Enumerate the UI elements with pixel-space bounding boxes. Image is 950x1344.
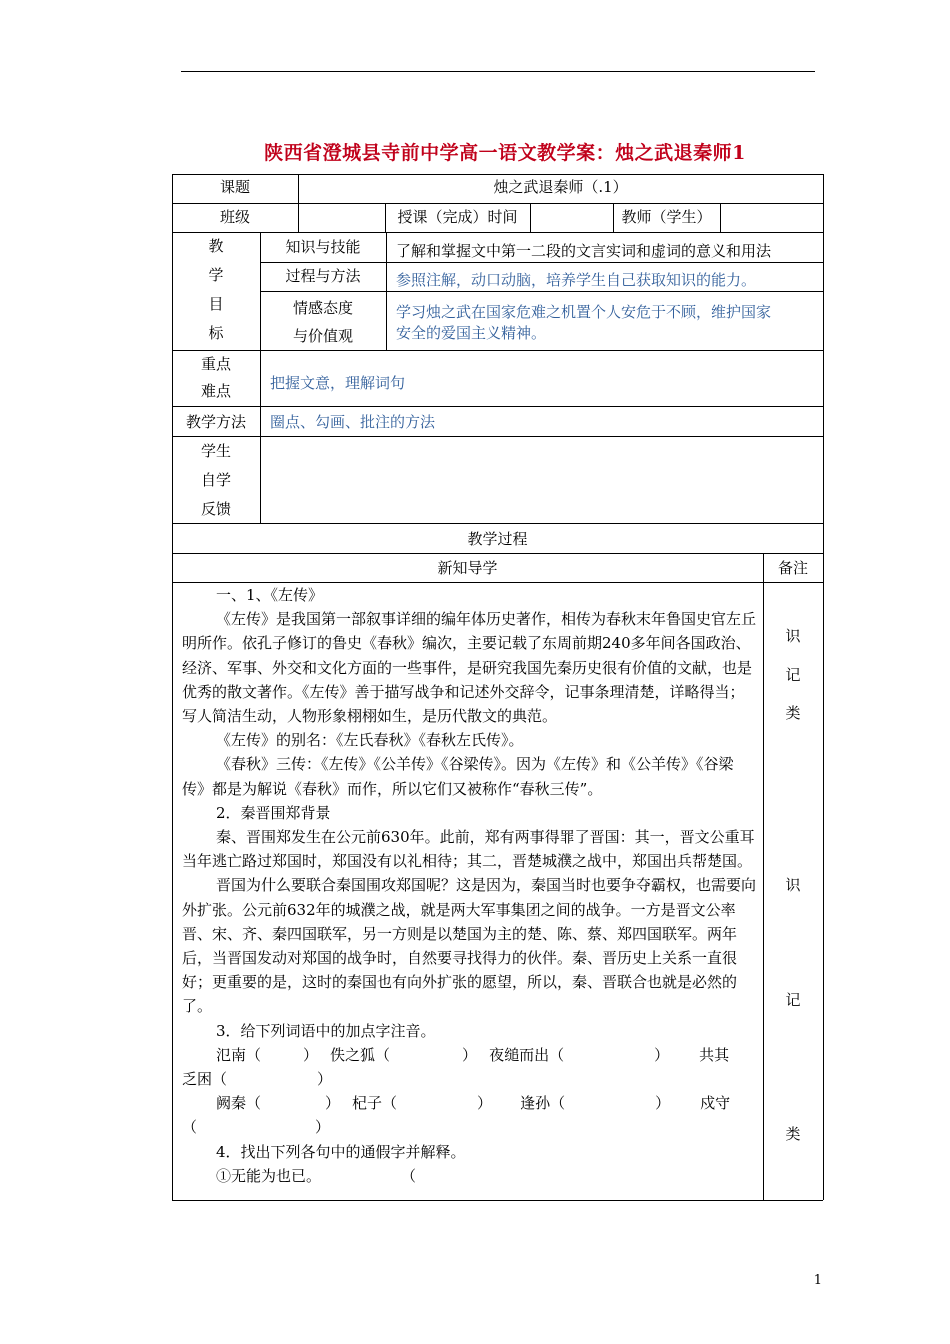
- key-points-label: 重点 难点: [200, 355, 231, 400]
- section-heading: 4．找出下列各句中的通假字并解释。: [216, 1142, 466, 1161]
- exercise-line: 氾南（ ） 佚之狐（ ） 夜缒而出（ ） 共其: [216, 1045, 730, 1064]
- page-number: 1: [813, 1273, 822, 1288]
- table-border-top: [172, 174, 823, 175]
- table-rule: [260, 262, 823, 263]
- exercise-line: ①无能为也已。 （: [216, 1166, 417, 1185]
- table-rule: [260, 291, 823, 292]
- table-rule: [172, 232, 823, 233]
- table-rule: [720, 203, 721, 232]
- section-heading: 3．给下列词语中的加点字注音。: [216, 1021, 436, 1040]
- table-rule: [172, 406, 823, 407]
- new-knowledge-label: 新知导学: [437, 559, 498, 577]
- paragraph: 《左传》是我国第一部叙事详细的编年体历史著作，相传为春秋末年鲁国史官左丘明所作。依孔子修订的鲁史《春秋》编次，主要记载了东周前期240多年间各国政治、经济、军事、外交和文化方面的一些事件，是研究我国先秦历史很有价值的文献，也是优秀的散文著作。《左传》善于描写战争和记述外交辞令，记事条理清楚，详略得当；写人简洁生动，人物形象栩栩如生，是历代散文的典范。: [182, 610, 757, 726]
- header-rule: [181, 71, 815, 72]
- exercise-line: 乏困（ ）: [182, 1070, 333, 1089]
- page-title: 陕西省澄城县寺前中学高一语文教学案：烛之武退秦师1: [264, 142, 746, 164]
- note-char: 类: [785, 1125, 801, 1143]
- method-value: 圈点、勾画、批注的方法: [270, 413, 436, 431]
- paragraph: 《左传》的别名：《左氏春秋》《春秋左氏传》。: [216, 731, 524, 750]
- note-char: 记: [785, 991, 801, 1009]
- table-border-bottom: [172, 1200, 823, 1201]
- process-heading: 教学过程: [467, 530, 528, 548]
- paragraph: 《春秋》三传：《左传》《公羊传》《谷梁传》。因为《左传》和《公羊传》《谷梁传》都是为解说《春秋》而作，所以它们又被称作“春秋三传”。: [182, 755, 734, 798]
- table-rule: [172, 523, 823, 524]
- exercise-line: 阙秦（ ） 杞子（ ） 逢孙（ ） 戍守: [216, 1094, 731, 1113]
- goals-label: 教 学 目 标: [208, 237, 224, 342]
- table-rule: [172, 436, 823, 437]
- note-char: 识: [785, 876, 801, 894]
- table-rule: [386, 232, 387, 350]
- lesson-content: [182, 583, 756, 1188]
- section-heading: 2．秦晋围郑背景: [216, 803, 331, 822]
- note-char: 识: [785, 627, 801, 645]
- table-rule: [172, 203, 823, 204]
- class-label: 班级: [219, 208, 250, 226]
- goal-attitude-value: 学习烛之武在国家危难之机置个人安危于不顾，维护国家 安全的爱国主义精神。: [396, 303, 772, 342]
- table-border-right: [823, 174, 824, 1200]
- note-char: 记: [785, 666, 801, 684]
- goal-attitude-label: 情感态度 与价值观: [292, 299, 353, 345]
- table-rule: [172, 350, 823, 351]
- notes-label: 备注: [777, 559, 808, 577]
- table-rule: [172, 553, 823, 554]
- goal-process-value: 参照注解，动口动脑，培养学生自己获取知识的能力。: [396, 271, 757, 289]
- goal-process-label: 过程与方法: [285, 267, 361, 285]
- section-heading: 一、1、《左传》: [216, 586, 324, 604]
- paragraph: 晋国为什么要联合秦国围攻郑国呢？这是因为，秦国当时也要争夺霸权，也需要向外扩张。公元前632年的城濮之战，就是两大军事集团之间的战争。一方是晋文公率晋、宋、齐、秦四国联军，另一方则是以楚国为主的楚、陈、蔡、郑四国联军。两年后，当晋国发动对郑国的战争时，自然要寻找得力的伙伴。秦、晋历史上关系一直很好；更重要的是，这时的秦国也有向外扩张的愿望，所以，秦、晋联合也就是必然的了。: [182, 876, 757, 1016]
- key-points-value: 把握文意，理解词句: [270, 374, 406, 392]
- feedback-label: 学生 自学 反馈: [200, 442, 231, 518]
- topic-label: 课题: [219, 178, 250, 196]
- table-rule: [530, 203, 531, 232]
- note-char: 类: [785, 704, 801, 722]
- teacher-label: 教师（学生）: [621, 208, 712, 226]
- exercise-line: （ ）: [182, 1118, 331, 1137]
- goal-knowledge-label: 知识与技能: [285, 238, 361, 256]
- paragraph: 秦、晋围郑发生在公元前630年。此前，郑有两事得罪了晋国：其一，晋文公重耳当年逃亡路过郑国时，郑国没有以礼相待；其二，晋楚城濮之战中，郑国出兵帮楚国。: [182, 828, 755, 871]
- goal-knowledge-value: 了解和掌握文中第一二段的文言实词和虚词的意义和用法: [396, 242, 772, 260]
- topic-value: 烛之武退秦师（.1）: [493, 178, 628, 196]
- time-label: 授课（完成）时间: [397, 208, 518, 226]
- method-label: 教学方法: [185, 413, 246, 431]
